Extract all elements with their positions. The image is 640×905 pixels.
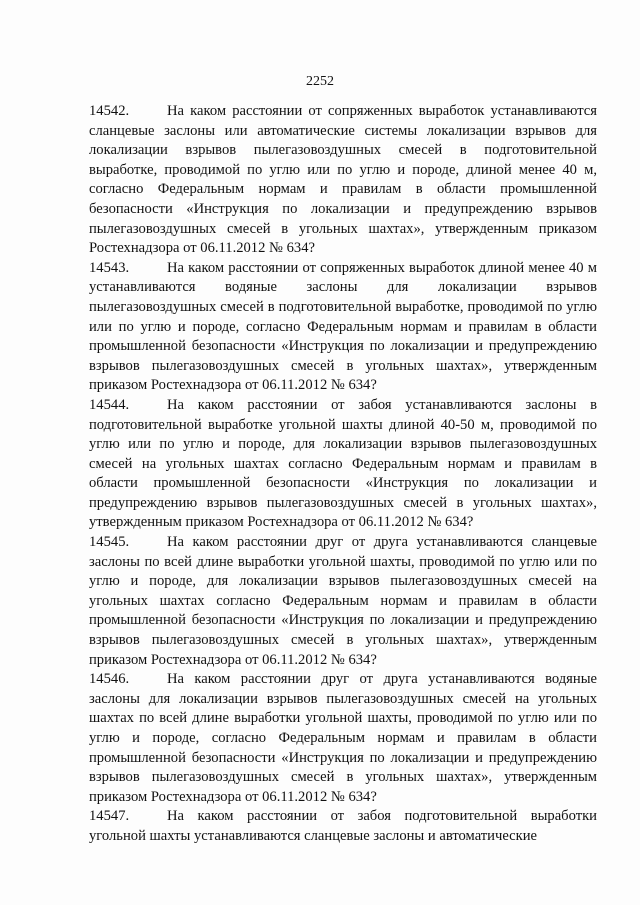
question-14544 [89,396,597,533]
question-text: На каком расстоянии от забоя подготовительной выработки угольной шахты устанавливаются сланцевые заслоны и автоматические [89,808,597,844]
question-text: На каком расстоянии от сопряженных выработок длиной менее 40 м устанавливаются водяные заслоны для локализации взрывов пылегазовоздушных смесей в подготовительной выработке, проводимой по углю или по углю и породе, согласно Федеральным нормам и правилам в области промышленной безопасности «Инструкция по локализации и предупреждению взрывов пылегазовоздушных смесей в угольных шахтах», утвержденным приказом Ростехнадзора от 06.11.2012 № 634? [89,259,597,394]
question-14546 [89,670,597,807]
question-number: 14545. [89,534,130,551]
question-number: 14543. [89,259,130,276]
question-14547 [89,807,597,846]
question-14542 [89,102,597,259]
question-number: 14547. [89,808,130,825]
question-number: 14544. [89,396,130,413]
questions-list [89,102,597,847]
question-number: 14546. [89,671,130,688]
question-14543 [89,259,597,396]
question-number: 14542. [89,103,130,119]
page-number: 2252 [306,74,334,89]
question-text: На каком расстоянии от забоя устанавливаются заслоны в подготовительной выработке угольной шахты длиной 40-50 м, проводимой по углю или по углю и породе, для локализации взрывов пылегазовоздушных смесей на угольных шахтах согласно Федеральным нормам и правилам в области промышленной безопасности «Инструкция по локализации и предупреждению взрывов пылегазовоздушных смесей в угольных шахтах», утвержденным приказом Ростехнадзора от 06.11.2012 № 634? [89,396,597,531]
question-text: На каком расстоянии друг от друга устанавливаются водяные заслоны для локализации взрывов пылегазовоздушных смесей на угольных шахтах по всей длине выработки угольной шахты, проводимой по углю или по углю и породе, согласно Федеральным нормам и правилам в области промышленной безопасности «Инструкция по локализации и предупреждению взрывов пылегазовоздушных смесей в угольных шахтах», утвержденным приказом Ростехнадзора от 06.11.2012 № 634? [89,671,597,805]
question-text: На каком расстоянии друг от друга устанавливаются сланцевые заслоны по всей длине выработки угольной шахты, проводимой по углю или по углю и породе, для локализации взрывов пылегазовоздушных смесей на угольных шахтах согласно Федеральным нормам и правилам в области промышленной безопасности «Инструкция по локализации и предупреждению взрывов пылегазовоздушных смесей в угольных шахтах», утвержденным приказом Ростехнадзора от 06.11.2012 № 634? [89,534,597,668]
question-text: На каком расстоянии от сопряженных выработок устанавливаются сланцевые заслоны или автоматические системы локализации взрывов для локализации взрывов пылегазовоздушных смесей в подготовительной выработке, проводимой по углю или по углю и породе, длиной менее 40 м, согласно Федеральным нормам и правилам в области промышленной безопасности «Инструкция по локализации и предупреждению взрывов пылегазовоздушных смесей в угольных шахтах», утвержденным приказом Ростехнадзора от 06.11.2012 № 634? [89,103,597,257]
question-14545 [89,533,597,670]
